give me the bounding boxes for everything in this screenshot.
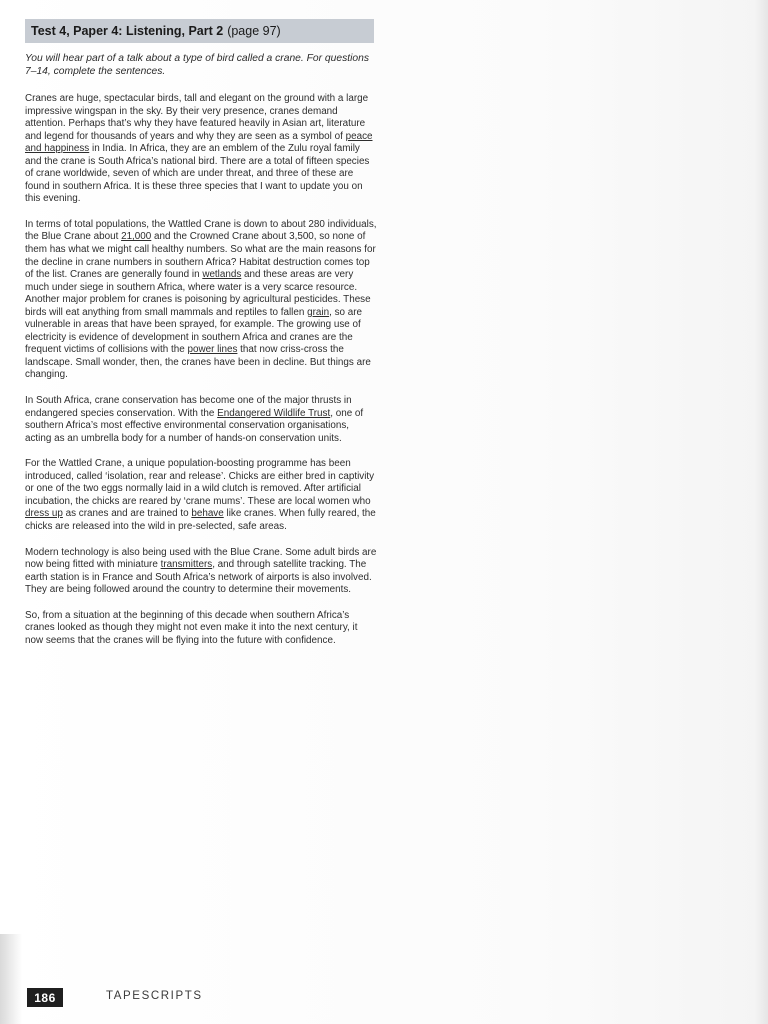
section-heading-title: Test 4, Paper 4: Listening, Part 2: [31, 24, 224, 38]
paragraph-text: In terms of total populations, the Wattled Crane is down to about 280 individuals, the Blue Crane about: [25, 218, 377, 243]
answer-underline: transmitters: [160, 559, 213, 571]
tapescript-paragraph: [25, 458, 377, 533]
page-number: 186: [34, 990, 56, 1005]
paragraph-text: In South Africa, crane conservation has become one of the major thrusts in endangered species conservation. With the: [25, 395, 352, 419]
tapescript-paragraph: [25, 395, 377, 445]
paragraph-text: as cranes and are trained to: [62, 508, 192, 520]
tapescript-paragraph: [25, 547, 377, 597]
paragraph-text: Modern technology is also being used with the Blue Crane. Some adult birds are now being fitted with miniature: [25, 546, 377, 571]
answer-underline: grain: [307, 306, 330, 318]
answer-underline: power lines: [187, 344, 238, 356]
paragraph-text: in India. In Africa, they are an emblem of the Zulu royal family and the crane is South Africa’s national bird. There are a total of fifteen species of crane worldwide, seven of which are under threat, and three of these are found in southern Africa. It is these three species that I want to update you on this evening.: [25, 143, 370, 205]
tapescript-body: [25, 52, 377, 660]
paragraph-text: and these areas are very much under siege in southern Africa, where water is a very scarce resource. Another major problem for cranes is poisoning by agricultural pesticides. These birds will eat anything from small mammals and reptiles to fallen: [25, 269, 371, 318]
section-heading-bar: [25, 19, 374, 43]
answer-underline: peace and happiness: [25, 130, 373, 155]
paragraph-text: Cranes are huge, spectacular birds, tall and elegant on the ground with a large impressive wingspan in the sky. By their very presence, cranes demand attention. Perhaps that’s why they have featured heavily in Asian art, literature and legend for thousands of years and why they are seen as a symbol of: [25, 93, 369, 142]
paragraph-text: , one of southern Africa’s most effective environmental conservation organisations, acting as an umbrella body for a number of hands-on conservation units.: [25, 407, 364, 444]
tapescript-paragraph: [25, 93, 377, 206]
task-instructions: You will hear part of a talk about a type of bird called a crane. For questions 7–14, complete the sentences.: [25, 53, 370, 77]
section-heading-page-ref: (page 97): [227, 24, 281, 38]
tapescript-paragraph: [25, 219, 377, 382]
tapescript-paragraphs: [25, 93, 377, 647]
paragraph-text: and the Crowned Crane about 3,500, so none of them has what we might call healthy numbers. So what are the main reasons for the decline in crane numbers in southern Africa? Habitat destruction comes top of the list. Cranes are generally found in: [25, 231, 376, 281]
scan-corner-shadow: [0, 934, 22, 1024]
answer-underline: Endangered Wildlife Trust: [217, 407, 331, 419]
paragraph-text: , so are vulnerable in areas that have been sprayed, for example. The growing use of electricity is evidence of development in southern Africa and cranes are the frequent victims of collisions with the: [25, 306, 363, 356]
paragraph-text: that now criss-cross the landscape. Small wonder, then, the cranes have been in decline. But things are changing.: [25, 344, 371, 381]
answer-underline: 21,000: [121, 231, 152, 243]
page-number-badge: [27, 988, 63, 1007]
footer-section-label: TAPESCRIPTS: [106, 990, 203, 1002]
page-edge-shadow: [754, 0, 768, 1024]
paragraph-text: For the Wattled Crane, a unique population-boosting programme has been introduced, called ‘isolation, rear and release’. Chicks are either bred in captivity or one of the two eggs normally laid in a wild clutch is removed. After artificial incubation, the chicks are reared by ‘crane mums’. These are local women who: [25, 458, 375, 507]
paragraph-text: like cranes. When fully reared, the chicks are released into the wild in pre-selected, safe areas.: [25, 508, 376, 532]
paragraph-text: , and through satellite tracking. The earth station is in France and South Africa’s network of airports is also involved. They are being followed around the country to determine their movements.: [25, 559, 372, 596]
tapescript-paragraph: [25, 610, 377, 648]
answer-underline: dress up: [25, 508, 63, 520]
answer-underline: wetlands: [202, 269, 242, 281]
paragraph-text: So, from a situation at the beginning of this decade when southern Africa’s cranes looked as though they might not even make it into the next century, it now seems that the cranes will be flying into the future with confidence.: [25, 609, 358, 646]
answer-underline: behave: [191, 508, 224, 520]
